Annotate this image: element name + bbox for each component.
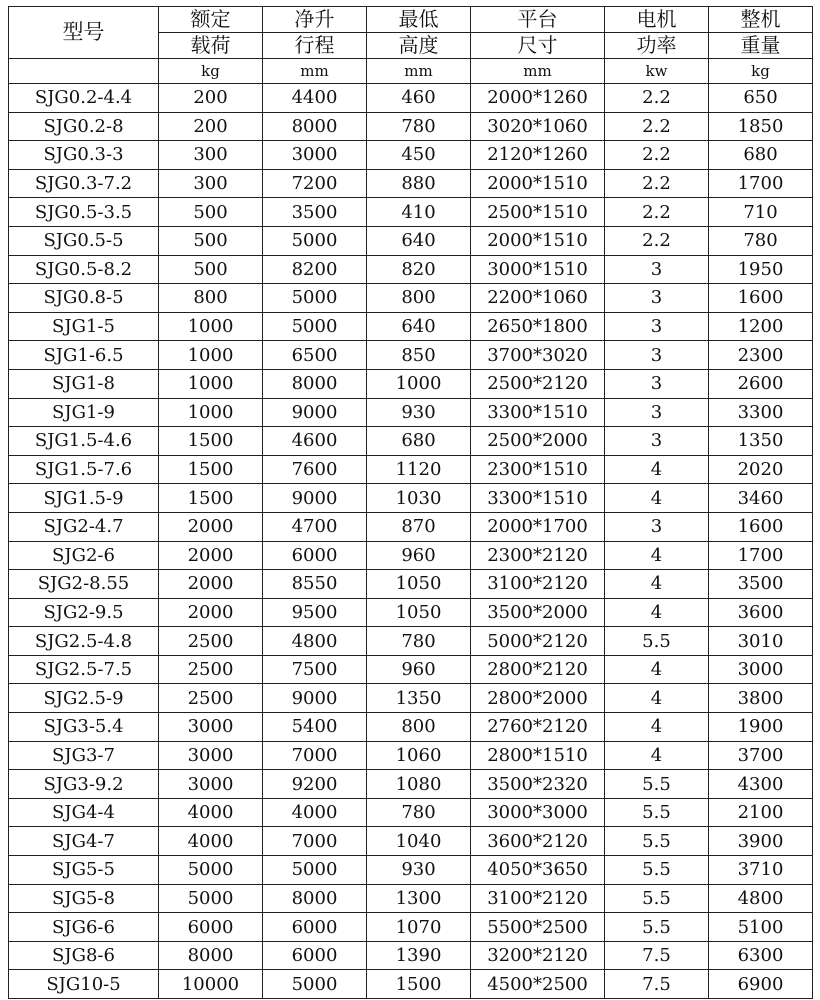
stroke-header-line2: 行程 — [263, 33, 367, 59]
lift-stroke-cell: 8000 — [263, 369, 367, 398]
min-height-cell: 960 — [367, 655, 471, 684]
stroke-header-line1: 净升 — [263, 7, 367, 33]
model-cell: SJG2-9.5 — [9, 598, 159, 627]
min-height-cell: 780 — [367, 627, 471, 656]
load-header-line1: 额定 — [159, 7, 263, 33]
lift-stroke-cell: 5000 — [263, 226, 367, 255]
machine-weight-cell: 780 — [709, 226, 813, 255]
motor-unit: kw — [605, 59, 709, 84]
machine-weight-cell: 3460 — [709, 484, 813, 513]
rated-load-cell: 2000 — [159, 570, 263, 599]
motor-power-cell: 7.5 — [605, 970, 709, 999]
model-cell: SJG0.5-5 — [9, 226, 159, 255]
min-height-cell: 1120 — [367, 455, 471, 484]
platform-size-cell: 3700*3020 — [471, 341, 605, 370]
model-cell: SJG8-6 — [9, 941, 159, 970]
model-cell: SJG2-8.55 — [9, 570, 159, 599]
motor-power-cell: 4 — [605, 655, 709, 684]
table-row — [9, 884, 813, 913]
rated-load-cell: 500 — [159, 198, 263, 227]
rated-load-cell: 2500 — [159, 684, 263, 713]
motor-power-cell: 4 — [605, 541, 709, 570]
lift-stroke-cell: 4700 — [263, 512, 367, 541]
motor-power-cell: 2.2 — [605, 169, 709, 198]
load-header-line2: 载荷 — [159, 33, 263, 59]
rated-load-cell: 500 — [159, 226, 263, 255]
table-row — [9, 226, 813, 255]
weight-unit: kg — [709, 59, 813, 84]
model-cell: SJG0.5-3.5 — [9, 198, 159, 227]
lift-stroke-cell: 9000 — [263, 398, 367, 427]
motor-power-cell: 3 — [605, 369, 709, 398]
lift-stroke-cell: 3500 — [263, 198, 367, 227]
motor-power-cell: 3 — [605, 398, 709, 427]
table-row — [9, 913, 813, 942]
model-cell: SJG0.3-7.2 — [9, 169, 159, 198]
rated-load-cell: 500 — [159, 255, 263, 284]
lift-stroke-cell: 5400 — [263, 713, 367, 742]
machine-weight-cell: 3000 — [709, 655, 813, 684]
machine-weight-cell: 650 — [709, 84, 813, 113]
model-cell: SJG2-6 — [9, 541, 159, 570]
table-row — [9, 741, 813, 770]
lift-stroke-cell: 8000 — [263, 884, 367, 913]
platform-size-cell: 2000*1700 — [471, 512, 605, 541]
lift-stroke-cell: 9500 — [263, 598, 367, 627]
platform-header-line1: 平台 — [471, 7, 605, 33]
lift-stroke-cell: 6000 — [263, 941, 367, 970]
lift-stroke-cell: 7000 — [263, 827, 367, 856]
rated-load-cell: 1500 — [159, 455, 263, 484]
min-height-cell: 930 — [367, 856, 471, 885]
machine-weight-cell: 6300 — [709, 941, 813, 970]
min-height-header-line1: 最低 — [367, 7, 471, 33]
min-height-cell: 1040 — [367, 827, 471, 856]
model-cell: SJG3-9.2 — [9, 770, 159, 799]
rated-load-cell: 300 — [159, 169, 263, 198]
platform-size-cell: 2500*2000 — [471, 427, 605, 456]
table-row — [9, 341, 813, 370]
motor-power-cell: 5.5 — [605, 798, 709, 827]
platform-size-cell: 2800*2000 — [471, 684, 605, 713]
machine-weight-cell: 2600 — [709, 369, 813, 398]
table-row — [9, 169, 813, 198]
motor-power-cell: 4 — [605, 598, 709, 627]
min-height-cell: 780 — [367, 112, 471, 141]
machine-weight-cell: 4300 — [709, 770, 813, 799]
table-row — [9, 84, 813, 113]
motor-header-line2: 功率 — [605, 33, 709, 59]
model-cell: SJG1-5 — [9, 312, 159, 341]
motor-power-cell: 7.5 — [605, 941, 709, 970]
table-row — [9, 141, 813, 170]
min-height-cell: 880 — [367, 169, 471, 198]
min-height-cell: 960 — [367, 541, 471, 570]
machine-weight-cell: 3700 — [709, 741, 813, 770]
load-unit: kg — [159, 59, 263, 84]
lift-stroke-cell: 7000 — [263, 741, 367, 770]
motor-power-cell: 4 — [605, 713, 709, 742]
table-row — [9, 856, 813, 885]
rated-load-cell: 4000 — [159, 827, 263, 856]
model-cell: SJG1-9 — [9, 398, 159, 427]
lift-stroke-cell: 8000 — [263, 112, 367, 141]
rated-load-cell: 200 — [159, 84, 263, 113]
rated-load-cell: 10000 — [159, 970, 263, 999]
motor-power-cell: 4 — [605, 741, 709, 770]
rated-load-cell: 3000 — [159, 741, 263, 770]
motor-power-cell: 5.5 — [605, 913, 709, 942]
min-height-cell: 1500 — [367, 970, 471, 999]
model-cell: SJG3-5.4 — [9, 713, 159, 742]
model-cell: SJG0.2-4.4 — [9, 84, 159, 113]
model-cell: SJG2-4.7 — [9, 512, 159, 541]
platform-size-cell: 5500*2500 — [471, 913, 605, 942]
machine-weight-cell: 1200 — [709, 312, 813, 341]
min-height-cell: 800 — [367, 713, 471, 742]
min-height-cell: 1030 — [367, 484, 471, 513]
machine-weight-cell: 680 — [709, 141, 813, 170]
table-row — [9, 512, 813, 541]
platform-size-cell: 2300*2120 — [471, 541, 605, 570]
min-height-cell: 680 — [367, 427, 471, 456]
lift-stroke-cell: 5000 — [263, 284, 367, 313]
machine-weight-cell: 4800 — [709, 884, 813, 913]
stroke-unit: mm — [263, 59, 367, 84]
model-cell: SJG10-5 — [9, 970, 159, 999]
model-cell: SJG0.5-8.2 — [9, 255, 159, 284]
table-row — [9, 570, 813, 599]
table-row — [9, 198, 813, 227]
motor-power-cell: 4 — [605, 684, 709, 713]
motor-power-cell: 5.5 — [605, 856, 709, 885]
lift-stroke-cell: 3000 — [263, 141, 367, 170]
table-row — [9, 369, 813, 398]
min-height-cell: 870 — [367, 512, 471, 541]
machine-weight-cell: 2300 — [709, 341, 813, 370]
table-row — [9, 455, 813, 484]
table-row — [9, 112, 813, 141]
platform-size-cell: 2800*2120 — [471, 655, 605, 684]
model-cell: SJG0.8-5 — [9, 284, 159, 313]
min-height-cell: 460 — [367, 84, 471, 113]
weight-header-line1: 整机 — [709, 7, 813, 33]
motor-power-cell: 2.2 — [605, 112, 709, 141]
lift-stroke-cell: 4000 — [263, 798, 367, 827]
table-row — [9, 598, 813, 627]
platform-size-cell: 2300*1510 — [471, 455, 605, 484]
motor-power-cell: 3 — [605, 427, 709, 456]
machine-weight-cell: 1600 — [709, 284, 813, 313]
lift-stroke-cell: 9000 — [263, 684, 367, 713]
model-header: 型号 — [9, 7, 159, 59]
table-row — [9, 713, 813, 742]
min-height-cell: 820 — [367, 255, 471, 284]
rated-load-cell: 5000 — [159, 884, 263, 913]
motor-power-cell: 3 — [605, 284, 709, 313]
rated-load-cell: 200 — [159, 112, 263, 141]
model-cell: SJG1.5-4.6 — [9, 427, 159, 456]
machine-weight-cell: 3800 — [709, 684, 813, 713]
min-height-cell: 1300 — [367, 884, 471, 913]
min-height-unit: mm — [367, 59, 471, 84]
model-cell: SJG1-6.5 — [9, 341, 159, 370]
min-height-cell: 930 — [367, 398, 471, 427]
platform-size-cell: 2800*1510 — [471, 741, 605, 770]
model-cell: SJG0.3-3 — [9, 141, 159, 170]
rated-load-cell: 6000 — [159, 913, 263, 942]
machine-weight-cell: 3300 — [709, 398, 813, 427]
min-height-cell: 1050 — [367, 598, 471, 627]
lift-stroke-cell: 4400 — [263, 84, 367, 113]
platform-size-cell: 4500*2500 — [471, 970, 605, 999]
platform-header-line2: 尺寸 — [471, 33, 605, 59]
platform-size-cell: 2760*2120 — [471, 713, 605, 742]
rated-load-cell: 2000 — [159, 541, 263, 570]
min-height-header-line2: 高度 — [367, 33, 471, 59]
unit-row — [9, 59, 813, 84]
machine-weight-cell: 710 — [709, 198, 813, 227]
model-cell: SJG5-8 — [9, 884, 159, 913]
lift-stroke-cell: 9000 — [263, 484, 367, 513]
machine-weight-cell: 1950 — [709, 255, 813, 284]
rated-load-cell: 2000 — [159, 512, 263, 541]
table-row — [9, 798, 813, 827]
platform-size-cell: 2650*1800 — [471, 312, 605, 341]
rated-load-cell: 4000 — [159, 798, 263, 827]
rated-load-cell: 1000 — [159, 398, 263, 427]
platform-size-cell: 2120*1260 — [471, 141, 605, 170]
platform-size-cell: 2000*1510 — [471, 226, 605, 255]
motor-power-cell: 3 — [605, 255, 709, 284]
min-height-cell: 640 — [367, 226, 471, 255]
platform-size-cell: 3200*2120 — [471, 941, 605, 970]
machine-weight-cell: 3600 — [709, 598, 813, 627]
platform-size-cell: 3600*2120 — [471, 827, 605, 856]
machine-weight-cell: 1900 — [709, 713, 813, 742]
model-cell: SJG0.2-8 — [9, 112, 159, 141]
weight-header-line2: 重量 — [709, 33, 813, 59]
min-height-cell: 850 — [367, 341, 471, 370]
motor-power-cell: 5.5 — [605, 770, 709, 799]
motor-power-cell: 5.5 — [605, 627, 709, 656]
platform-size-cell: 3000*1510 — [471, 255, 605, 284]
platform-size-cell: 3020*1060 — [471, 112, 605, 141]
lift-stroke-cell: 4800 — [263, 627, 367, 656]
lift-stroke-cell: 6500 — [263, 341, 367, 370]
motor-power-cell: 2.2 — [605, 198, 709, 227]
platform-size-cell: 4050*3650 — [471, 856, 605, 885]
min-height-cell: 640 — [367, 312, 471, 341]
platform-size-cell: 5000*2120 — [471, 627, 605, 656]
machine-weight-cell: 5100 — [709, 913, 813, 942]
table-row — [9, 255, 813, 284]
rated-load-cell: 8000 — [159, 941, 263, 970]
motor-header-line1: 电机 — [605, 7, 709, 33]
model-cell: SJG5-5 — [9, 856, 159, 885]
machine-weight-cell: 3010 — [709, 627, 813, 656]
model-cell: SJG4-4 — [9, 798, 159, 827]
platform-size-cell: 2000*1260 — [471, 84, 605, 113]
min-height-cell: 1080 — [367, 770, 471, 799]
model-cell: SJG3-7 — [9, 741, 159, 770]
lift-stroke-cell: 8200 — [263, 255, 367, 284]
model-cell: SJG2.5-7.5 — [9, 655, 159, 684]
lift-stroke-cell: 5000 — [263, 856, 367, 885]
rated-load-cell: 1500 — [159, 484, 263, 513]
table-row — [9, 627, 813, 656]
motor-power-cell: 3 — [605, 512, 709, 541]
rated-load-cell: 1000 — [159, 341, 263, 370]
rated-load-cell: 3000 — [159, 770, 263, 799]
machine-weight-cell: 1350 — [709, 427, 813, 456]
machine-weight-cell: 3710 — [709, 856, 813, 885]
motor-power-cell: 2.2 — [605, 226, 709, 255]
table-row — [9, 941, 813, 970]
motor-power-cell: 4 — [605, 570, 709, 599]
min-height-cell: 780 — [367, 798, 471, 827]
platform-size-cell: 3000*3000 — [471, 798, 605, 827]
model-cell: SJG4-7 — [9, 827, 159, 856]
table-row — [9, 827, 813, 856]
motor-power-cell: 4 — [605, 484, 709, 513]
model-cell: SJG2.5-9 — [9, 684, 159, 713]
rated-load-cell: 5000 — [159, 856, 263, 885]
platform-size-cell: 3300*1510 — [471, 398, 605, 427]
motor-power-cell: 4 — [605, 455, 709, 484]
lift-stroke-cell: 6000 — [263, 541, 367, 570]
machine-weight-cell: 2020 — [709, 455, 813, 484]
min-height-cell: 410 — [367, 198, 471, 227]
min-height-cell: 450 — [367, 141, 471, 170]
platform-size-cell: 2500*1510 — [471, 198, 605, 227]
lift-stroke-cell: 5000 — [263, 312, 367, 341]
rated-load-cell: 2500 — [159, 627, 263, 656]
machine-weight-cell: 3500 — [709, 570, 813, 599]
platform-size-cell: 3100*2120 — [471, 884, 605, 913]
min-height-cell: 800 — [367, 284, 471, 313]
lift-stroke-cell: 9200 — [263, 770, 367, 799]
model-cell: SJG1.5-7.6 — [9, 455, 159, 484]
lift-stroke-cell: 8550 — [263, 570, 367, 599]
table-row — [9, 770, 813, 799]
table-row — [9, 484, 813, 513]
min-height-cell: 1070 — [367, 913, 471, 942]
rated-load-cell: 300 — [159, 141, 263, 170]
min-height-cell: 1060 — [367, 741, 471, 770]
lift-stroke-cell: 6000 — [263, 913, 367, 942]
machine-weight-cell: 1700 — [709, 169, 813, 198]
lift-stroke-cell: 4600 — [263, 427, 367, 456]
rated-load-cell: 2000 — [159, 598, 263, 627]
platform-size-cell: 3100*2120 — [471, 570, 605, 599]
lift-stroke-cell: 7500 — [263, 655, 367, 684]
rated-load-cell: 800 — [159, 284, 263, 313]
platform-size-cell: 2500*2120 — [471, 369, 605, 398]
model-unit-cell — [9, 59, 159, 84]
rated-load-cell: 3000 — [159, 713, 263, 742]
model-cell: SJG2.5-4.8 — [9, 627, 159, 656]
motor-power-cell: 5.5 — [605, 884, 709, 913]
lift-stroke-cell: 7600 — [263, 455, 367, 484]
table-row — [9, 284, 813, 313]
platform-size-cell: 3500*2320 — [471, 770, 605, 799]
platform-size-cell: 2000*1510 — [471, 169, 605, 198]
table-row — [9, 541, 813, 570]
platform-size-cell: 3500*2000 — [471, 598, 605, 627]
platform-unit: mm — [471, 59, 605, 84]
motor-power-cell: 3 — [605, 312, 709, 341]
machine-weight-cell: 2100 — [709, 798, 813, 827]
min-height-cell: 1390 — [367, 941, 471, 970]
min-height-cell: 1050 — [367, 570, 471, 599]
model-cell: SJG6-6 — [9, 913, 159, 942]
machine-weight-cell: 3900 — [709, 827, 813, 856]
motor-power-cell: 5.5 — [605, 827, 709, 856]
min-height-cell: 1350 — [367, 684, 471, 713]
table-row — [9, 684, 813, 713]
spec-table — [8, 6, 813, 999]
header-row-1 — [9, 7, 813, 33]
machine-weight-cell: 1600 — [709, 512, 813, 541]
rated-load-cell: 2500 — [159, 655, 263, 684]
machine-weight-cell: 1700 — [709, 541, 813, 570]
table-row — [9, 655, 813, 684]
rated-load-cell: 1500 — [159, 427, 263, 456]
rated-load-cell: 1000 — [159, 369, 263, 398]
model-cell: SJG1.5-9 — [9, 484, 159, 513]
min-height-cell: 1000 — [367, 369, 471, 398]
platform-size-cell: 3300*1510 — [471, 484, 605, 513]
table-row — [9, 312, 813, 341]
table-body — [9, 7, 813, 999]
machine-weight-cell: 6900 — [709, 970, 813, 999]
motor-power-cell: 2.2 — [605, 141, 709, 170]
table-row — [9, 398, 813, 427]
lift-stroke-cell: 5000 — [263, 970, 367, 999]
table-row — [9, 427, 813, 456]
machine-weight-cell: 1850 — [709, 112, 813, 141]
rated-load-cell: 1000 — [159, 312, 263, 341]
platform-size-cell: 2200*1060 — [471, 284, 605, 313]
model-cell: SJG1-8 — [9, 369, 159, 398]
lift-stroke-cell: 7200 — [263, 169, 367, 198]
motor-power-cell: 3 — [605, 341, 709, 370]
table-row — [9, 970, 813, 999]
motor-power-cell: 2.2 — [605, 84, 709, 113]
